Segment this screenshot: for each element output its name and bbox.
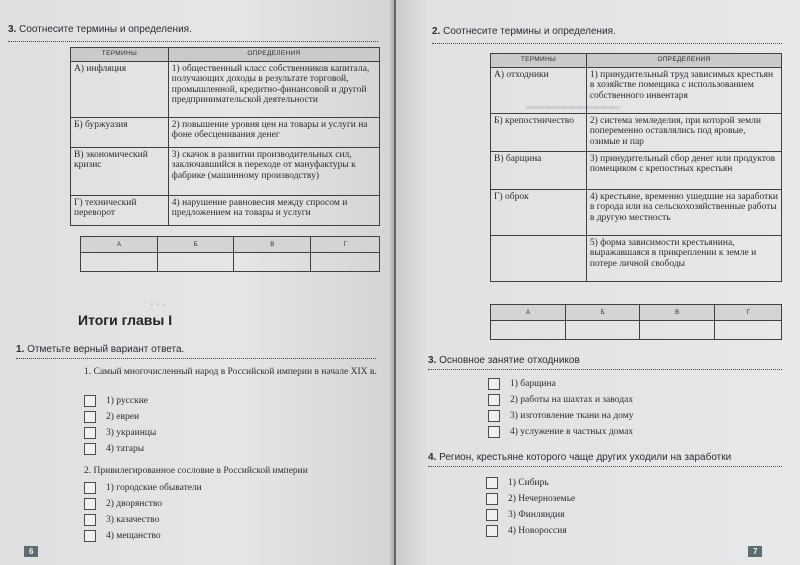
q2-option[interactable] <box>84 530 161 542</box>
left-task3-title <box>8 24 192 35</box>
task4-option[interactable] <box>486 509 564 521</box>
answer-letter: А <box>81 237 158 253</box>
title-underline <box>8 41 378 42</box>
definition-cell: 5) форма зависимости крестьянина, выражавшаяся в прикреплении к земле и потере личной свободы <box>586 235 781 281</box>
left-terms-table <box>70 47 380 226</box>
checkbox[interactable] <box>488 426 500 438</box>
definition-cell: 4) крестьяне, временно ушедшие на заработки в города или на сельскохозяйственные работы в другую местность <box>586 189 781 235</box>
answer-cell[interactable] <box>158 253 234 272</box>
task-number: 4. <box>428 452 437 463</box>
answer-cell[interactable] <box>81 253 158 272</box>
q2-option[interactable] <box>84 514 159 526</box>
right-task3-title <box>428 355 580 366</box>
checkbox[interactable] <box>84 514 96 526</box>
option-label: 2) евреи <box>106 412 140 422</box>
q1-option[interactable] <box>84 443 144 455</box>
right-task4-title <box>428 452 731 463</box>
task-text: Соотнесите термины и определения. <box>443 26 616 37</box>
option-label: 3) украинцы <box>106 428 157 438</box>
answer-letter: Б <box>566 305 640 321</box>
answer-letter: Б <box>158 237 234 253</box>
option-label: 4) мещанство <box>106 531 161 541</box>
answer-cell[interactable] <box>491 321 566 340</box>
term-cell: Г) оброк <box>491 189 587 235</box>
option-label: 4) услужение в частных домах <box>510 427 634 437</box>
left-page <box>0 0 394 565</box>
term-cell: Б) буржуазия <box>71 117 169 147</box>
title-underline <box>432 43 782 44</box>
checkbox[interactable] <box>488 378 500 390</box>
question-1: 1. Самый многочисленный народ в Российской империи в начале XIX в. <box>84 367 377 377</box>
task-text: Соотнесите термины и определения. <box>19 24 192 35</box>
definition-cell: 3) скачок в развитии производительных сил, заключавшийся в переходе от мануфактуры к фабрике (машинному производству) <box>168 147 379 195</box>
title-underline <box>428 466 782 467</box>
page-number: 7 <box>748 546 762 557</box>
checkbox[interactable] <box>84 498 96 510</box>
option-label: 4) татары <box>106 444 145 454</box>
right-answer-grid <box>490 304 782 340</box>
option-label: 2) дворянство <box>106 499 163 509</box>
option-label: 3) казачество <box>106 515 160 525</box>
term-cell: Г) технический переворот <box>71 195 169 225</box>
task3-option[interactable] <box>488 378 556 390</box>
option-label: 3) Финляндия <box>508 510 565 520</box>
option-label: 2) Нечерноземье <box>508 494 576 504</box>
title-underline <box>16 358 376 359</box>
answer-cell[interactable] <box>234 253 311 272</box>
bleed-through-text: • • • <box>150 300 166 311</box>
checkbox[interactable] <box>84 530 96 542</box>
answer-cell[interactable] <box>640 321 715 340</box>
q1-option[interactable] <box>84 411 139 423</box>
left-task1-title <box>16 344 184 355</box>
task-text: Регион, крестьяне которого чаще других уходили на заработки <box>439 452 732 463</box>
term-cell: В) барщина <box>491 151 587 189</box>
left-answer-grid <box>80 236 380 272</box>
task3-option[interactable] <box>488 410 634 422</box>
checkbox[interactable] <box>488 394 500 406</box>
answer-letter: В <box>234 237 311 253</box>
term-cell <box>491 235 587 281</box>
checkbox[interactable] <box>486 525 498 537</box>
option-label: 3) изготовление ткани на дому <box>510 411 634 421</box>
task-number: 1. <box>16 344 25 355</box>
question-2: 2. Привилегированное сословие в Российской империи <box>84 466 308 476</box>
q2-option[interactable] <box>84 498 162 510</box>
task-number: 3. <box>8 24 17 35</box>
task3-option[interactable] <box>488 426 633 438</box>
bleed-through-text: ━━━━━━━━━━━━ <box>526 100 620 115</box>
answer-cell[interactable] <box>566 321 640 340</box>
header-terms: ТЕРМИНЫ <box>491 54 587 68</box>
definition-cell: 1) общественный класс собственников капитала, получающих доходы в результате торговой, промышленной, кредитно-финансовой и другой предпринимательской деятельности <box>168 61 379 117</box>
answer-letter: А <box>491 305 566 321</box>
header-definitions: ОПРЕДЕЛЕНИЯ <box>168 48 379 62</box>
header-terms: ТЕРМИНЫ <box>71 48 169 62</box>
term-cell: А) инфляция <box>71 61 169 117</box>
page-number: 6 <box>24 546 38 557</box>
checkbox[interactable] <box>84 411 96 423</box>
answer-letter: В <box>640 305 715 321</box>
task3-option[interactable] <box>488 394 633 406</box>
definition-cell: 3) принудительный сбор денег или продуктов помещиком с крепостных крестьян <box>586 151 781 189</box>
term-cell: В) экономический кризис <box>71 147 169 195</box>
definition-cell: 2) система земледелия, при которой земли попеременно оставлялись под яровые, озимые и пар <box>586 113 781 151</box>
definition-cell: 2) повышение уровня цен на товары и услуги на фоне обесценивания денег <box>168 117 379 147</box>
checkbox[interactable] <box>84 395 96 407</box>
option-label: 4) Новороссия <box>508 526 567 536</box>
option-label: 1) городские обыватели <box>106 483 202 493</box>
option-label: 1) Сибирь <box>508 478 549 488</box>
task-number: 3. <box>428 355 437 366</box>
answer-cell[interactable] <box>715 321 782 340</box>
task-number: 2. <box>432 26 441 37</box>
option-label: 1) русские <box>106 396 149 406</box>
section-heading: Итоги главы I <box>78 312 173 328</box>
task-text: Отметьте верный вариант ответа. <box>27 344 185 355</box>
right-terms-table <box>490 53 782 282</box>
q1-option[interactable] <box>84 395 148 407</box>
answer-letter: Г <box>311 237 380 253</box>
right-page <box>396 0 800 565</box>
checkbox[interactable] <box>486 477 498 489</box>
right-task2-title <box>432 26 616 37</box>
answer-cell[interactable] <box>311 253 380 272</box>
title-underline <box>428 369 782 370</box>
checkbox[interactable] <box>486 509 498 521</box>
checkbox[interactable] <box>84 482 96 494</box>
task4-option[interactable] <box>486 525 567 537</box>
task4-option[interactable] <box>486 493 575 505</box>
task4-option[interactable] <box>486 477 549 489</box>
header-definitions: ОПРЕДЕЛЕНИЯ <box>586 54 781 68</box>
option-label: 1) барщина <box>510 379 556 389</box>
term-cell: Б) крепостничество <box>491 113 587 151</box>
q1-option[interactable] <box>84 427 156 439</box>
option-label: 2) работы на шахтах и заводах <box>510 395 634 405</box>
term-cell: А) отходники <box>491 67 587 113</box>
task-text: Основное занятие отходников <box>439 355 580 366</box>
definition-cell: 4) нарушение равновесия между спросом и предложением на товары и услуги <box>168 195 379 225</box>
answer-letter: Г <box>715 305 782 321</box>
q2-option[interactable] <box>84 482 202 494</box>
checkbox[interactable] <box>84 443 96 455</box>
checkbox[interactable] <box>488 410 500 422</box>
checkbox[interactable] <box>84 427 96 439</box>
definition-cell: 1) принудительный труд зависимых крестьян в хозяйстве помещика с использованием собственного инвентаря <box>586 67 781 113</box>
checkbox[interactable] <box>486 493 498 505</box>
